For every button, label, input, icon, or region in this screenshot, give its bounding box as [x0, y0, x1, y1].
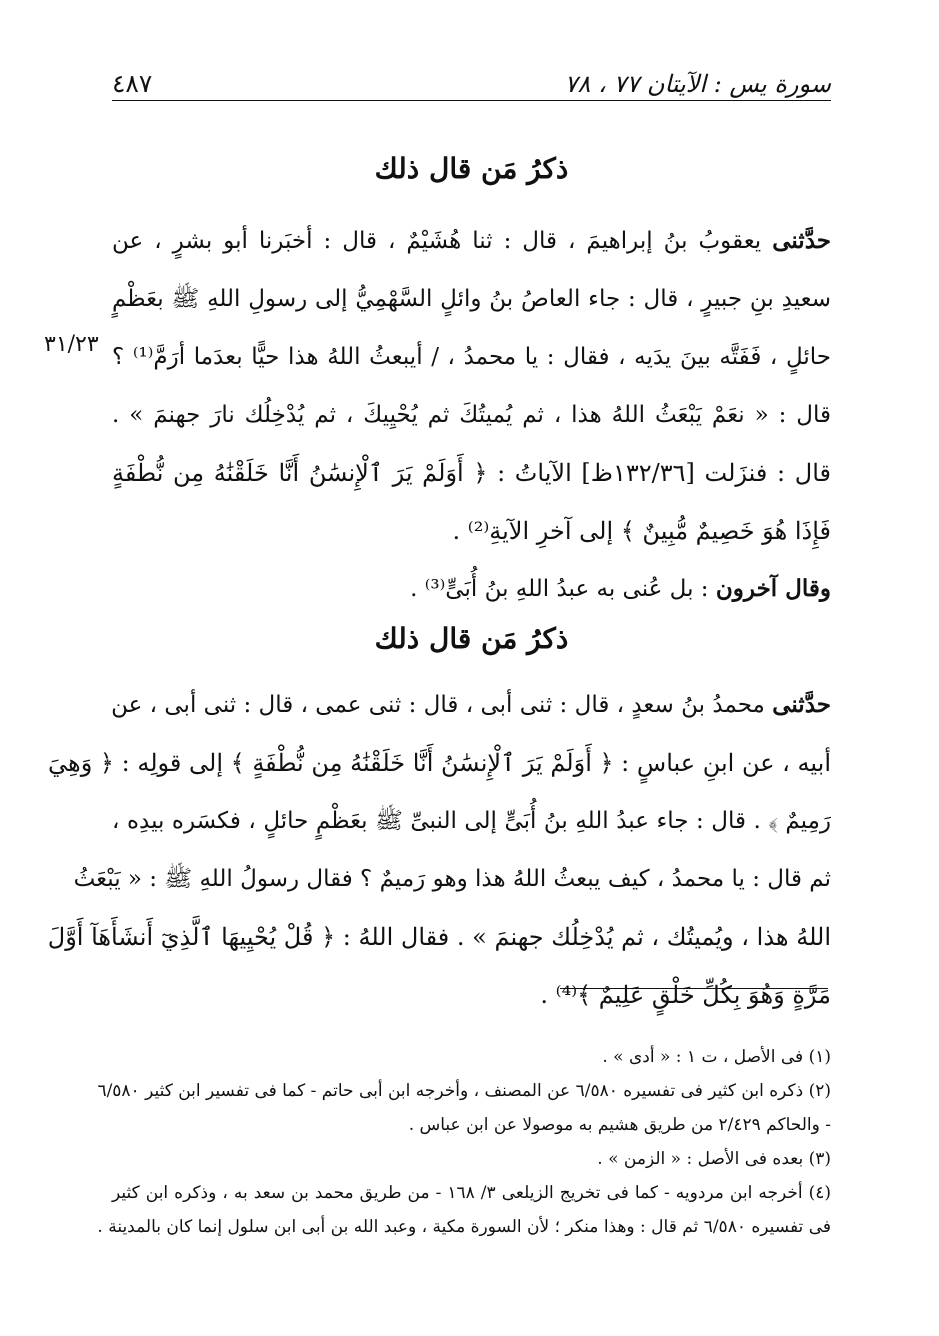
text-line	[112, 676, 831, 734]
line-text: قال : « نعَمْ يَبْعَثُ اللهُ هذا ، ثم يُميتُكَ ثم يُحْيِيكَ ، ثم يُدْخِلُك نارَ جهنمَ » .	[112, 402, 831, 428]
text-line	[73, 850, 831, 908]
line-text: يعقوبُ بنُ إبراهيمَ ، قال : ثنا هُشَيْمٌ ، قال : أخبَرنا أبو بشرٍ ، عن	[112, 228, 773, 254]
line-lead: حدَّثنى	[772, 691, 831, 718]
footnote: (٢) ذكره ابن كثير فى تفسيره ٦/٥٨٠ عن المصنف ، وأخرجه ابن أبى حاتم - كما فى تفسير ابن كثير ٦/٥٨٠	[97, 1081, 831, 1101]
footnote: (٣) بعده فى الأصل : « الزمن » .	[597, 1149, 831, 1169]
margin-reference: ٣١/٢٣	[44, 332, 99, 357]
section-heading-2: ذكرُ مَن قال ذلك	[374, 622, 569, 655]
text-line	[112, 386, 831, 444]
line-text: أبيه ، عن ابنِ عباسٍ : ﴿ أَوَلَمْ يَرَ ٱلْإِنسَٰنُ أَنَّا خَلَقْنَٰهُ مِن نُّطْفَةٍ ﴾ إلى قولِه : ﴿ وَهِيَ	[48, 749, 831, 777]
text-line	[112, 328, 831, 386]
running-header	[112, 58, 831, 98]
line-text: اللهُ هذا ، ويُميتُك ، ثم يُدْخِلُك جهنمَ » . فقال اللهُ : ﴿ قُلْ يُحْيِيهَا ٱلَّذِيٓ أَنشَأَهَآ أَوَّلَ	[47, 923, 831, 951]
line-lead: حدَّثنى	[772, 227, 831, 254]
line-text: ثم قال : يا محمدُ ، كيف يبعثُ اللهُ هذا وهو رَميمٌ ؟ فقال رسولُ اللهِ ﷺ : « يَبْعَثُ	[73, 866, 831, 892]
text-line	[47, 908, 831, 966]
text-line	[112, 444, 831, 502]
text-line	[48, 734, 831, 792]
footnote-continuation: فى تفسيره ٦/٥٨٠ ثم قال : وهذا منكر ؛ لأن السورة مكية ، وعبد الله بن أبى ابن سلول إنما كان بالمدينة .	[97, 1217, 831, 1237]
line-text: فَإِذَا هُوَ خَصِيمٌ مُّبِينٌ ﴾ إلى آخرِ الآيةِ⁽²⁾ .	[452, 517, 831, 545]
section-body-1	[112, 212, 831, 618]
line-text: قال : فنزَلت [١٣٢/٣٦ظ] الآياتُ : ﴿ أَوَلَمْ يَرَ ٱلْإِنسَٰنُ أَنَّا خَلَقْنَٰهُ مِن نُّطْفَةٍ	[112, 459, 831, 487]
footnote: (١) فى الأصل ، ت ١ : « أدى » .	[602, 1047, 831, 1067]
text-line	[112, 560, 831, 618]
line-text: سعيدِ بنِ جبيرٍ ، قال : جاء العاصُ بنُ وائلٍ السَّهْمِيُّ إلى رسولِ اللهِ ﷺ بعَظْمٍ	[112, 286, 831, 312]
running-title: سورة يس : الآيتان ٧٧ ، ٧٨	[564, 70, 831, 98]
text-line	[112, 212, 831, 270]
section-heading-1: ذكرُ مَن قال ذلك	[374, 152, 569, 185]
header-rule	[112, 100, 831, 101]
text-line	[112, 502, 831, 560]
line-lead: وقال آخرون	[715, 575, 831, 602]
line-text: : بل عُنى به عبدُ اللهِ بنُ أُبَىٍّ⁽³⁾ .	[410, 576, 716, 602]
footnote: (٤) أخرجه ابن مردويه - كما فى تخريج الزيلعى ٣/ ١٦٨ - من طريق محمد بن سعد به ، وذكره ابن كثير	[112, 1183, 832, 1203]
line-text: مَرَّةٍ وَهُوَ بِكُلِّ خَلْقٍ عَلِيمٌ ﴾⁽⁴⁾ .	[540, 981, 831, 1009]
footnotes	[97, 1040, 832, 1244]
text-line	[112, 270, 831, 328]
section-body-2	[47, 676, 831, 1024]
footnote-continuation: - والحاكم ٢/٤٢٩ من طريق هشيم به موصولا عن ابن عباس .	[408, 1115, 831, 1135]
line-text: حائلٍ ، فَفَتَّه بينَ يدَيه ، فقال : يا محمدُ ، / أيبعثُ اللهُ هذا حيًّا بعدَما أرَمَّ⁽¹⁾ ؟	[112, 344, 832, 370]
page-number: ٤٨٧	[112, 69, 153, 98]
text-line	[112, 792, 831, 850]
text-line	[112, 966, 831, 1024]
line-text: رَمِيمٌ ﴾ . قال : جاء عبدُ اللهِ بنُ أُبَىٍّ إلى النبىِّ ﷺ بعَظْمٍ حائلٍ ، فكسَره بيدِه ،	[112, 808, 831, 834]
line-text: محمدُ بنُ سعدٍ ، قال : ثنى أبى ، قال : ثنى عمى ، قال : ثنى أبى ، عن	[111, 692, 773, 718]
